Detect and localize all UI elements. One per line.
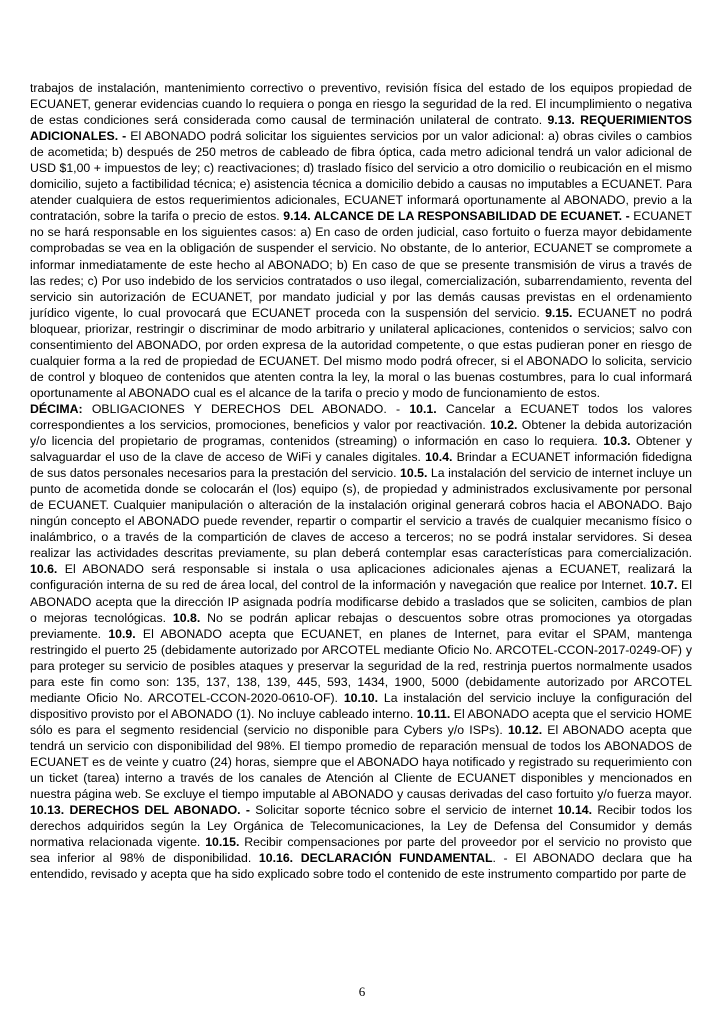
- clause-text: trabajos de instalación, mantenimiento correctivo o preventivo, revisión física del estado de los equipos propiedad de ECUANET, generar evidencias cuando lo requiera o ponga en riesgo la seguridad de la red. El incumplimiento o negativa de estas condiciones será considerada como causal de terminación unilateral de contrato.: [30, 81, 692, 128]
- clause-text: . - El ABONADO declara que ha entendido, revisado y acepta que ha sido explicado sobre todo el contenido de este instrumento compartido por parte de: [30, 851, 692, 882]
- clause-heading: DÉCIMA:: [30, 401, 83, 416]
- clause-text: Solicitar soporte técnico sobre el servicio de internet: [249, 803, 558, 818]
- clause-text: Brindar a ECUANET información fidedigna de sus datos personales necesarios para la prestación del servicio.: [30, 450, 692, 481]
- clause-text: ECUANET no podrá bloquear, priorizar, restringir o discriminar de modo arbitrario y unilateral aplicaciones, contenidos o servicios; salvo con consentimiento del ABONADO, por orden expresa de la autoridad competente, o que estas pudieran poner en riesgo de cualquier forma a la red de propiedad de ECUANET. Del mismo modo podrá ofrecer, si el ABONADO lo solicita, servicio de control y bloqueo de contenidos que atenten contra la ley, la moral o las buenas costumbres, para lo cual informará oportunamente al ABONADO cual es el alcance de la tarifa o precio y modo de funcionamiento de estos.: [30, 305, 692, 400]
- clause-heading: 10.5.: [400, 466, 428, 481]
- clause-text: Recibir compensaciones por parte del proveedor por el servicio no provisto que sea inferior al 98% de disponibilidad.: [30, 835, 693, 866]
- clause-text: OBLIGACIONES Y DERECHOS DEL ABONADO. -: [82, 401, 410, 416]
- clause-text: La instalación del servicio de internet incluye un punto de acometida donde se colocarán el (los) equipo (s), de propiedad y administrados exclusivamente por personal de ECUANET. Cualquier manipulación o alteración de la instalación original generará cobros hacia el ABONADO. Bajo ningún concepto el ABONADO puede revender, repartir o compartir el servicio a través de cualquier mecanismo físico o inalámbrico, o a través de la compartición de claves de acceso a terceros; no se podrá instalar servidores. Si desea realizar las actividades descritas previamente, su plan deberá contemplar esas características para comercialización.: [30, 466, 692, 561]
- clause-heading: 10.3.: [603, 434, 631, 449]
- clause-heading: 10.13. DERECHOS DEL ABONADO. -: [30, 803, 250, 818]
- clause-heading: 10.14.: [557, 803, 593, 818]
- clause-heading: 10.2.: [490, 417, 518, 432]
- clause-heading: 10.12.: [507, 722, 543, 737]
- clause-heading: 9.13. REQUERIMIENTOS ADICIONALES. -: [30, 113, 692, 144]
- clause-heading: 10.1.: [409, 401, 437, 416]
- contract-paragraph-1: [30, 80, 692, 401]
- clause-heading: 10.8.: [172, 610, 201, 625]
- clause-text: El ABONADO acepta que el servicio HOME sólo es para el segmento residencial (servicio no disponible para Cybers y/o ISPs).: [30, 706, 692, 737]
- contract-page-body: [30, 80, 692, 882]
- page-number: 6: [358, 984, 366, 999]
- clause-heading: 9.15.: [545, 305, 573, 320]
- clause-heading: 10.6.: [30, 562, 58, 577]
- clause-heading: 10.16. DECLARACIÓN FUNDAMENTAL: [258, 851, 493, 866]
- clause-text: ECUANET no se hará responsable en los siguientes casos: a) En caso de orden judicial, caso fortuito o fuerza mayor debidamente comprobadas se vea en la obligación de suspender el servicio. No obstante, de lo anterior, ECUANET se compromete a informar inmediatamente de este hecho al ABONADO; b) En caso de que se presente transmisión de virus a través de las redes; c) Por uso indebido de los servicios contratados o uso ilegal, comercialización, subarrendamiento, reventa del servicio sin autorización de ECUANET, por mandato judicial y por las demás causas previstas en el ordenamiento jurídico vigente, lo cual provocará que ECUANET proceda con la suspensión del servicio.: [30, 209, 692, 320]
- clause-text: El ABONADO podrá solicitar los siguientes servicios por un valor adicional: a) obras civiles o cambios de acometida; b) después de 250 metros de cableado de fibra óptica, cada metro adicional tendrá un valor adicional de USD $1,00 + impuestos de ley; c) reactivaciones; d) traslado físico del servicio a otro domicilio o reubicación en el mismo domicilio, sujeto a factibilidad técnica; e) asistencia técnica a domicilio debido a causas no imputables a ECUANET. Para atender cualquiera de estos requerimientos adicionales, ECUANET informará oportunamente al ABONADO, previo a la contratación, sobre la tarifa o precio de estos.: [30, 129, 692, 224]
- clause-heading: 10.7.: [650, 578, 678, 593]
- clause-text: El ABONADO acepta que la dirección IP asignada podría modificarse debido a traslados que se soliciten, cambios de plan o mejoras tecnológicas.: [30, 578, 692, 625]
- clause-text: Obtener la debida autorización y/o licencia del propietario de programas, contenidos (streaming) o información en caso lo requiera.: [30, 417, 692, 449]
- clause-text: El ABONADO será responsable si instala o usa aplicaciones adicionales ajenas a ECUANET, realizará la configuración interna de su red de área local, del control de la información y navegación que realice por Internet.: [30, 562, 692, 593]
- clause-text: Recibir todos los derechos adquiridos según la Ley Orgánica de Telecomunicaciones, la Ley de Defensa del Consumidor y demás normativa relacionada vigente.: [30, 803, 692, 850]
- clause-heading: 10.4.: [425, 450, 453, 465]
- contract-paragraph-2: [30, 401, 692, 882]
- clause-text: El ABONADO acepta que tendrá un servicio con disponibilidad del 98%. El tiempo promedio de reparación mensual de todos los ABONADOS de ECUANET es de veinte y cuatro (24) horas, siempre que el ABONADO haya notificado y registrado su requerimiento con un ticket (tarea) interno a través de los canales de Atención al Cliente de ECUANET disponibles y mencionados en nuestra página web. Se excluye el tiempo imputable al ABONADO y causas derivadas del caso fortuito y/o fuerza mayor.: [30, 722, 692, 802]
- clause-text: Cancelar a ECUANET todos los valores correspondientes a los servicios, promociones, beneficios y valor por reactivación.: [30, 401, 692, 432]
- clause-text: No se podrán aplicar rebajas o descuentos sobre otras promociones ya otorgadas previamente.: [30, 610, 692, 641]
- clause-text: La instalación del servicio incluye la configuración del dispositivo provisto por el ABONADO (1). No incluye cableado interno.: [30, 690, 693, 721]
- clause-heading: 10.10.: [343, 690, 379, 705]
- clause-text: El ABONADO acepta que ECUANET, en planes de Internet, para evitar el SPAM, mantenga restringido el puerto 25 (debidamente autorizado por ARCOTEL mediante Oficio No. ARCOTEL-CCON-2017-0249-OF) y para proteger su servicio de posibles ataques y preservar la seguridad de la red, restrinja puertos normalmente usados para este fin como son: 135, 137, 138, 139, 445, 593, 1434, 1900, 5000 (debidamente autorizado por ARCOTEL mediante Oficio No. ARCOTEL-CCON-2020-0610-OF).: [30, 626, 692, 705]
- clause-heading: 10.15.: [205, 835, 240, 850]
- clause-heading: 9.14. ALCANCE DE LA RESPONSABILIDAD DE ECUANET. -: [283, 209, 630, 224]
- clause-heading: 10.9.: [108, 626, 136, 641]
- clause-text: Obtener y salvaguardar el uso de la clave de acceso de WiFi y canales digitales.: [30, 434, 692, 465]
- clause-heading: 10.11.: [416, 706, 451, 721]
